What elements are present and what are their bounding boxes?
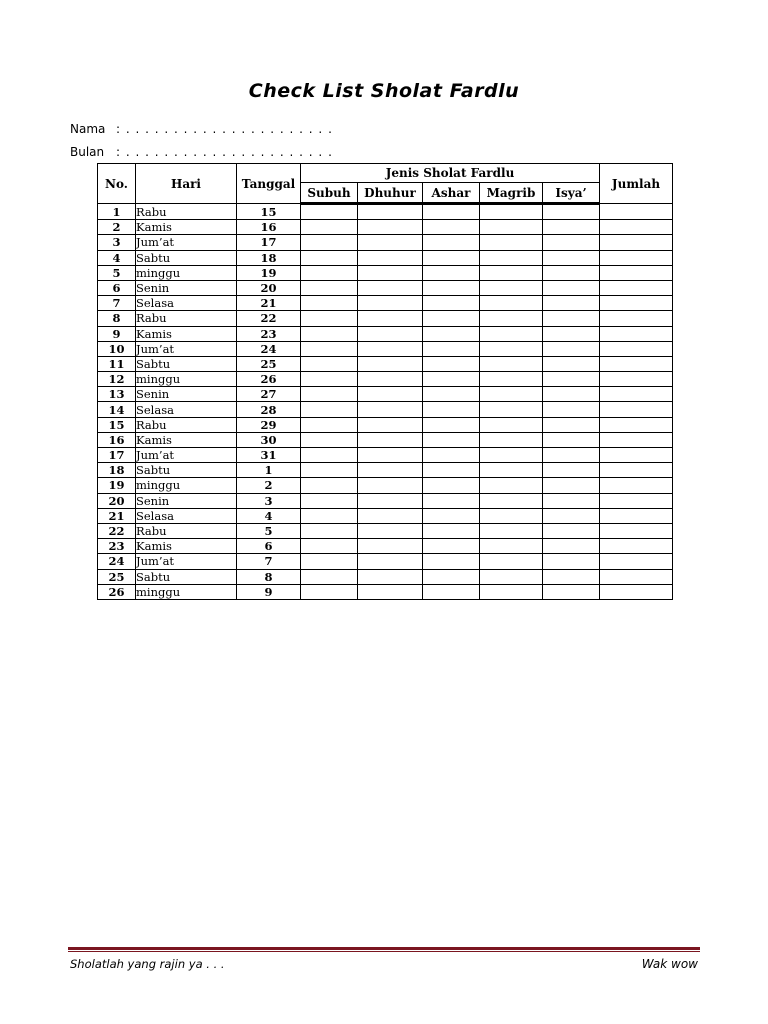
jumlah-cell[interactable] bbox=[600, 311, 673, 326]
check-cell-ashar[interactable] bbox=[423, 356, 480, 371]
check-cell-subuh[interactable] bbox=[301, 478, 358, 493]
check-cell-ashar[interactable] bbox=[423, 584, 480, 599]
table-row bbox=[98, 220, 673, 235]
check-cell-dhuhur[interactable] bbox=[358, 250, 423, 265]
row-date: 6 bbox=[237, 539, 301, 554]
row-number: 25 bbox=[98, 569, 136, 584]
check-cell-isya[interactable] bbox=[543, 280, 600, 295]
check-cell-ashar[interactable] bbox=[423, 539, 480, 554]
row-number: 18 bbox=[98, 463, 136, 478]
check-cell-isya[interactable] bbox=[543, 463, 600, 478]
nama-blank[interactable]: : . . . . . . . . . . . . . . . . . . . . . . bbox=[116, 122, 333, 136]
check-cell-ashar[interactable] bbox=[423, 432, 480, 447]
row-date: 18 bbox=[237, 250, 301, 265]
table-row bbox=[98, 584, 673, 599]
table-row bbox=[98, 235, 673, 250]
row-day: Kamis bbox=[136, 432, 237, 447]
row-date: 17 bbox=[237, 235, 301, 250]
check-cell-dhuhur[interactable] bbox=[358, 539, 423, 554]
check-cell-magrib[interactable] bbox=[480, 220, 543, 235]
jumlah-cell[interactable] bbox=[600, 448, 673, 463]
header-isya: Isya’ bbox=[543, 183, 600, 204]
check-cell-isya[interactable] bbox=[543, 554, 600, 569]
row-date: 20 bbox=[237, 280, 301, 295]
header-subuh: Subuh bbox=[301, 183, 358, 204]
check-cell-dhuhur[interactable] bbox=[358, 204, 423, 220]
check-cell-isya[interactable] bbox=[543, 296, 600, 311]
row-date: 4 bbox=[237, 508, 301, 523]
check-cell-dhuhur[interactable] bbox=[358, 356, 423, 371]
row-date: 3 bbox=[237, 493, 301, 508]
check-cell-isya[interactable] bbox=[543, 402, 600, 417]
nama-field bbox=[70, 122, 333, 136]
check-cell-magrib[interactable] bbox=[480, 280, 543, 295]
check-cell-subuh[interactable] bbox=[301, 539, 358, 554]
row-number: 22 bbox=[98, 523, 136, 538]
checklist-table bbox=[97, 163, 673, 600]
check-cell-dhuhur[interactable] bbox=[358, 478, 423, 493]
row-day: Selasa bbox=[136, 296, 237, 311]
row-number: 26 bbox=[98, 584, 136, 599]
check-cell-ashar[interactable] bbox=[423, 220, 480, 235]
row-number: 23 bbox=[98, 539, 136, 554]
table-row bbox=[98, 569, 673, 584]
check-cell-magrib[interactable] bbox=[480, 204, 543, 220]
row-date: 1 bbox=[237, 463, 301, 478]
check-cell-subuh[interactable] bbox=[301, 265, 358, 280]
table-row bbox=[98, 402, 673, 417]
jumlah-cell[interactable] bbox=[600, 417, 673, 432]
check-cell-subuh[interactable] bbox=[301, 387, 358, 402]
table-row bbox=[98, 417, 673, 432]
check-cell-magrib[interactable] bbox=[480, 554, 543, 569]
row-day: Senin bbox=[136, 493, 237, 508]
header-no: No. bbox=[98, 164, 136, 204]
header-magrib: Magrib bbox=[480, 183, 543, 204]
row-number: 16 bbox=[98, 432, 136, 447]
check-cell-magrib[interactable] bbox=[480, 372, 543, 387]
row-number: 11 bbox=[98, 356, 136, 371]
check-cell-isya[interactable] bbox=[543, 356, 600, 371]
check-cell-isya[interactable] bbox=[543, 493, 600, 508]
check-cell-ashar[interactable] bbox=[423, 554, 480, 569]
check-cell-dhuhur[interactable] bbox=[358, 265, 423, 280]
check-cell-ashar[interactable] bbox=[423, 417, 480, 432]
check-cell-dhuhur[interactable] bbox=[358, 296, 423, 311]
row-number: 6 bbox=[98, 280, 136, 295]
check-cell-isya[interactable] bbox=[543, 432, 600, 447]
row-day: Sabtu bbox=[136, 569, 237, 584]
row-number: 8 bbox=[98, 311, 136, 326]
check-cell-dhuhur[interactable] bbox=[358, 311, 423, 326]
check-cell-magrib[interactable] bbox=[480, 584, 543, 599]
check-cell-dhuhur[interactable] bbox=[358, 569, 423, 584]
check-cell-subuh[interactable] bbox=[301, 402, 358, 417]
page-title: Check List Sholat Fardlu bbox=[248, 80, 520, 102]
check-cell-magrib[interactable] bbox=[480, 417, 543, 432]
check-cell-dhuhur[interactable] bbox=[358, 372, 423, 387]
table-row bbox=[98, 539, 673, 554]
check-cell-subuh[interactable] bbox=[301, 341, 358, 356]
check-cell-dhuhur[interactable] bbox=[358, 493, 423, 508]
table-row bbox=[98, 478, 673, 493]
jumlah-cell[interactable] bbox=[600, 478, 673, 493]
row-number: 12 bbox=[98, 372, 136, 387]
row-date: 28 bbox=[237, 402, 301, 417]
table-row bbox=[98, 463, 673, 478]
table-row bbox=[98, 296, 673, 311]
check-cell-subuh[interactable] bbox=[301, 296, 358, 311]
row-day: Sabtu bbox=[136, 356, 237, 371]
check-cell-ashar[interactable] bbox=[423, 569, 480, 584]
check-cell-isya[interactable] bbox=[543, 265, 600, 280]
row-day: Sabtu bbox=[136, 463, 237, 478]
check-cell-subuh[interactable] bbox=[301, 523, 358, 538]
header-hari: Hari bbox=[136, 164, 237, 204]
check-cell-dhuhur[interactable] bbox=[358, 508, 423, 523]
check-cell-isya[interactable] bbox=[543, 508, 600, 523]
table-row bbox=[98, 448, 673, 463]
check-cell-magrib[interactable] bbox=[480, 432, 543, 447]
check-cell-subuh[interactable] bbox=[301, 508, 358, 523]
check-cell-subuh[interactable] bbox=[301, 432, 358, 447]
bulan-label: Bulan bbox=[70, 145, 105, 159]
row-date: 23 bbox=[237, 326, 301, 341]
table-row bbox=[98, 204, 673, 220]
check-cell-dhuhur[interactable] bbox=[358, 326, 423, 341]
row-number: 24 bbox=[98, 554, 136, 569]
footer-rule bbox=[68, 947, 700, 950]
check-cell-ashar[interactable] bbox=[423, 296, 480, 311]
check-cell-isya[interactable] bbox=[543, 311, 600, 326]
row-number: 21 bbox=[98, 508, 136, 523]
check-cell-isya[interactable] bbox=[543, 539, 600, 554]
check-cell-ashar[interactable] bbox=[423, 280, 480, 295]
header-ashar: Ashar bbox=[423, 183, 480, 204]
check-cell-ashar[interactable] bbox=[423, 235, 480, 250]
check-cell-isya[interactable] bbox=[543, 204, 600, 220]
check-cell-subuh[interactable] bbox=[301, 448, 358, 463]
check-cell-subuh[interactable] bbox=[301, 311, 358, 326]
jumlah-cell[interactable] bbox=[600, 402, 673, 417]
check-cell-subuh[interactable] bbox=[301, 356, 358, 371]
jumlah-cell[interactable] bbox=[600, 372, 673, 387]
check-cell-ashar[interactable] bbox=[423, 493, 480, 508]
row-day: Rabu bbox=[136, 523, 237, 538]
check-cell-isya[interactable] bbox=[543, 326, 600, 341]
row-day: Rabu bbox=[136, 417, 237, 432]
row-number: 5 bbox=[98, 265, 136, 280]
check-cell-magrib[interactable] bbox=[480, 311, 543, 326]
row-date: 15 bbox=[237, 204, 301, 220]
jumlah-cell[interactable] bbox=[600, 280, 673, 295]
jumlah-cell[interactable] bbox=[600, 523, 673, 538]
row-day: Selasa bbox=[136, 402, 237, 417]
row-number: 17 bbox=[98, 448, 136, 463]
row-day: Senin bbox=[136, 387, 237, 402]
row-day: Jum’at bbox=[136, 341, 237, 356]
check-cell-dhuhur[interactable] bbox=[358, 235, 423, 250]
row-day: Sabtu bbox=[136, 250, 237, 265]
check-cell-subuh[interactable] bbox=[301, 417, 358, 432]
check-cell-dhuhur[interactable] bbox=[358, 463, 423, 478]
check-cell-dhuhur[interactable] bbox=[358, 448, 423, 463]
jumlah-cell[interactable] bbox=[600, 235, 673, 250]
check-cell-isya[interactable] bbox=[543, 372, 600, 387]
check-cell-isya[interactable] bbox=[543, 220, 600, 235]
row-date: 8 bbox=[237, 569, 301, 584]
check-cell-dhuhur[interactable] bbox=[358, 554, 423, 569]
jumlah-cell[interactable] bbox=[600, 220, 673, 235]
check-cell-magrib[interactable] bbox=[480, 356, 543, 371]
check-cell-isya[interactable] bbox=[543, 417, 600, 432]
check-cell-subuh[interactable] bbox=[301, 554, 358, 569]
check-cell-ashar[interactable] bbox=[423, 463, 480, 478]
check-cell-subuh[interactable] bbox=[301, 280, 358, 295]
check-cell-dhuhur[interactable] bbox=[358, 402, 423, 417]
check-cell-ashar[interactable] bbox=[423, 326, 480, 341]
jumlah-cell[interactable] bbox=[600, 569, 673, 584]
row-day: Senin bbox=[136, 280, 237, 295]
header-jenis-sholat: Jenis Sholat Fardlu bbox=[301, 164, 600, 183]
jumlah-cell[interactable] bbox=[600, 296, 673, 311]
bulan-field bbox=[70, 145, 333, 159]
check-cell-ashar[interactable] bbox=[423, 265, 480, 280]
table-row bbox=[98, 341, 673, 356]
row-number: 3 bbox=[98, 235, 136, 250]
row-date: 5 bbox=[237, 523, 301, 538]
table-row bbox=[98, 387, 673, 402]
row-day: Jum’at bbox=[136, 235, 237, 250]
check-cell-magrib[interactable] bbox=[480, 463, 543, 478]
table-row bbox=[98, 280, 673, 295]
table-row bbox=[98, 311, 673, 326]
check-cell-isya[interactable] bbox=[543, 387, 600, 402]
row-date: 7 bbox=[237, 554, 301, 569]
table-row bbox=[98, 250, 673, 265]
check-cell-ashar[interactable] bbox=[423, 250, 480, 265]
check-cell-isya[interactable] bbox=[543, 478, 600, 493]
check-cell-subuh[interactable] bbox=[301, 250, 358, 265]
check-cell-magrib[interactable] bbox=[480, 265, 543, 280]
check-cell-isya[interactable] bbox=[543, 250, 600, 265]
jumlah-cell[interactable] bbox=[600, 326, 673, 341]
check-cell-ashar[interactable] bbox=[423, 478, 480, 493]
check-cell-dhuhur[interactable] bbox=[358, 523, 423, 538]
table-row bbox=[98, 554, 673, 569]
check-cell-magrib[interactable] bbox=[480, 387, 543, 402]
nama-label: Nama bbox=[70, 122, 106, 136]
table-body bbox=[98, 204, 673, 600]
check-cell-isya[interactable] bbox=[543, 341, 600, 356]
check-cell-ashar[interactable] bbox=[423, 372, 480, 387]
row-date: 25 bbox=[237, 356, 301, 371]
row-day: Kamis bbox=[136, 539, 237, 554]
table-row bbox=[98, 372, 673, 387]
check-cell-magrib[interactable] bbox=[480, 539, 543, 554]
check-cell-ashar[interactable] bbox=[423, 523, 480, 538]
check-cell-isya[interactable] bbox=[543, 569, 600, 584]
row-day: minggu bbox=[136, 372, 237, 387]
row-number: 2 bbox=[98, 220, 136, 235]
row-number: 7 bbox=[98, 296, 136, 311]
jumlah-cell[interactable] bbox=[600, 554, 673, 569]
footer-motto: Sholatlah yang rajin ya . . . bbox=[70, 957, 225, 971]
row-date: 27 bbox=[237, 387, 301, 402]
check-cell-ashar[interactable] bbox=[423, 311, 480, 326]
row-date: 9 bbox=[237, 584, 301, 599]
row-date: 26 bbox=[237, 372, 301, 387]
row-day: Rabu bbox=[136, 204, 237, 220]
jumlah-cell[interactable] bbox=[600, 250, 673, 265]
check-cell-magrib[interactable] bbox=[480, 250, 543, 265]
check-cell-subuh[interactable] bbox=[301, 463, 358, 478]
row-day: Rabu bbox=[136, 311, 237, 326]
check-cell-isya[interactable] bbox=[543, 584, 600, 599]
jumlah-cell[interactable] bbox=[600, 508, 673, 523]
table-row bbox=[98, 508, 673, 523]
row-number: 1 bbox=[98, 204, 136, 220]
row-number: 19 bbox=[98, 478, 136, 493]
row-date: 16 bbox=[237, 220, 301, 235]
row-day: Selasa bbox=[136, 508, 237, 523]
check-cell-dhuhur[interactable] bbox=[358, 280, 423, 295]
row-date: 2 bbox=[237, 478, 301, 493]
row-date: 24 bbox=[237, 341, 301, 356]
row-date: 30 bbox=[237, 432, 301, 447]
jumlah-cell[interactable] bbox=[600, 432, 673, 447]
table-row bbox=[98, 356, 673, 371]
check-cell-isya[interactable] bbox=[543, 235, 600, 250]
jumlah-cell[interactable] bbox=[600, 463, 673, 478]
check-cell-ashar[interactable] bbox=[423, 341, 480, 356]
check-cell-ashar[interactable] bbox=[423, 204, 480, 220]
jumlah-cell[interactable] bbox=[600, 356, 673, 371]
row-number: 14 bbox=[98, 402, 136, 417]
check-cell-dhuhur[interactable] bbox=[358, 341, 423, 356]
footer-author: Wak wow bbox=[641, 957, 698, 971]
check-cell-dhuhur[interactable] bbox=[358, 387, 423, 402]
check-cell-subuh[interactable] bbox=[301, 204, 358, 220]
bulan-blank[interactable]: : . . . . . . . . . . . . . . . . . . . . . . bbox=[116, 145, 333, 159]
check-cell-ashar[interactable] bbox=[423, 448, 480, 463]
check-cell-magrib[interactable] bbox=[480, 508, 543, 523]
check-cell-magrib[interactable] bbox=[480, 296, 543, 311]
header-dhuhur: Dhuhur bbox=[358, 183, 423, 204]
check-cell-subuh[interactable] bbox=[301, 372, 358, 387]
table-row bbox=[98, 326, 673, 341]
row-number: 9 bbox=[98, 326, 136, 341]
check-cell-subuh[interactable] bbox=[301, 235, 358, 250]
check-cell-subuh[interactable] bbox=[301, 493, 358, 508]
header-tanggal: Tanggal bbox=[237, 164, 301, 204]
check-cell-subuh[interactable] bbox=[301, 220, 358, 235]
check-cell-subuh[interactable] bbox=[301, 584, 358, 599]
check-cell-dhuhur[interactable] bbox=[358, 584, 423, 599]
row-day: Kamis bbox=[136, 220, 237, 235]
check-cell-ashar[interactable] bbox=[423, 387, 480, 402]
footer-rule-thin bbox=[68, 951, 700, 952]
table-row bbox=[98, 265, 673, 280]
row-number: 20 bbox=[98, 493, 136, 508]
jumlah-cell[interactable] bbox=[600, 265, 673, 280]
jumlah-cell[interactable] bbox=[600, 539, 673, 554]
check-cell-ashar[interactable] bbox=[423, 402, 480, 417]
check-cell-dhuhur[interactable] bbox=[358, 417, 423, 432]
check-cell-magrib[interactable] bbox=[480, 569, 543, 584]
header-jumlah: Jumlah bbox=[600, 164, 673, 204]
check-cell-isya[interactable] bbox=[543, 523, 600, 538]
check-cell-subuh[interactable] bbox=[301, 569, 358, 584]
check-cell-subuh[interactable] bbox=[301, 326, 358, 341]
check-cell-magrib[interactable] bbox=[480, 235, 543, 250]
check-cell-isya[interactable] bbox=[543, 448, 600, 463]
check-cell-magrib[interactable] bbox=[480, 493, 543, 508]
jumlah-cell[interactable] bbox=[600, 493, 673, 508]
check-cell-magrib[interactable] bbox=[480, 478, 543, 493]
jumlah-cell[interactable] bbox=[600, 584, 673, 599]
check-cell-dhuhur[interactable] bbox=[358, 432, 423, 447]
table-row bbox=[98, 493, 673, 508]
table-row bbox=[98, 432, 673, 447]
jumlah-cell[interactable] bbox=[600, 341, 673, 356]
row-date: 29 bbox=[237, 417, 301, 432]
row-day: minggu bbox=[136, 584, 237, 599]
row-day: Jum’at bbox=[136, 448, 237, 463]
row-day: Jum’at bbox=[136, 554, 237, 569]
check-cell-magrib[interactable] bbox=[480, 523, 543, 538]
row-number: 15 bbox=[98, 417, 136, 432]
check-cell-magrib[interactable] bbox=[480, 341, 543, 356]
jumlah-cell[interactable] bbox=[600, 204, 673, 220]
row-date: 31 bbox=[237, 448, 301, 463]
row-number: 13 bbox=[98, 387, 136, 402]
check-cell-magrib[interactable] bbox=[480, 402, 543, 417]
row-day: Kamis bbox=[136, 326, 237, 341]
check-cell-magrib[interactable] bbox=[480, 448, 543, 463]
row-number: 10 bbox=[98, 341, 136, 356]
check-cell-dhuhur[interactable] bbox=[358, 220, 423, 235]
row-date: 21 bbox=[237, 296, 301, 311]
row-number: 4 bbox=[98, 250, 136, 265]
row-day: minggu bbox=[136, 265, 237, 280]
row-date: 19 bbox=[237, 265, 301, 280]
check-cell-magrib[interactable] bbox=[480, 326, 543, 341]
jumlah-cell[interactable] bbox=[600, 387, 673, 402]
check-cell-ashar[interactable] bbox=[423, 508, 480, 523]
row-day: minggu bbox=[136, 478, 237, 493]
table-row bbox=[98, 523, 673, 538]
row-date: 22 bbox=[237, 311, 301, 326]
